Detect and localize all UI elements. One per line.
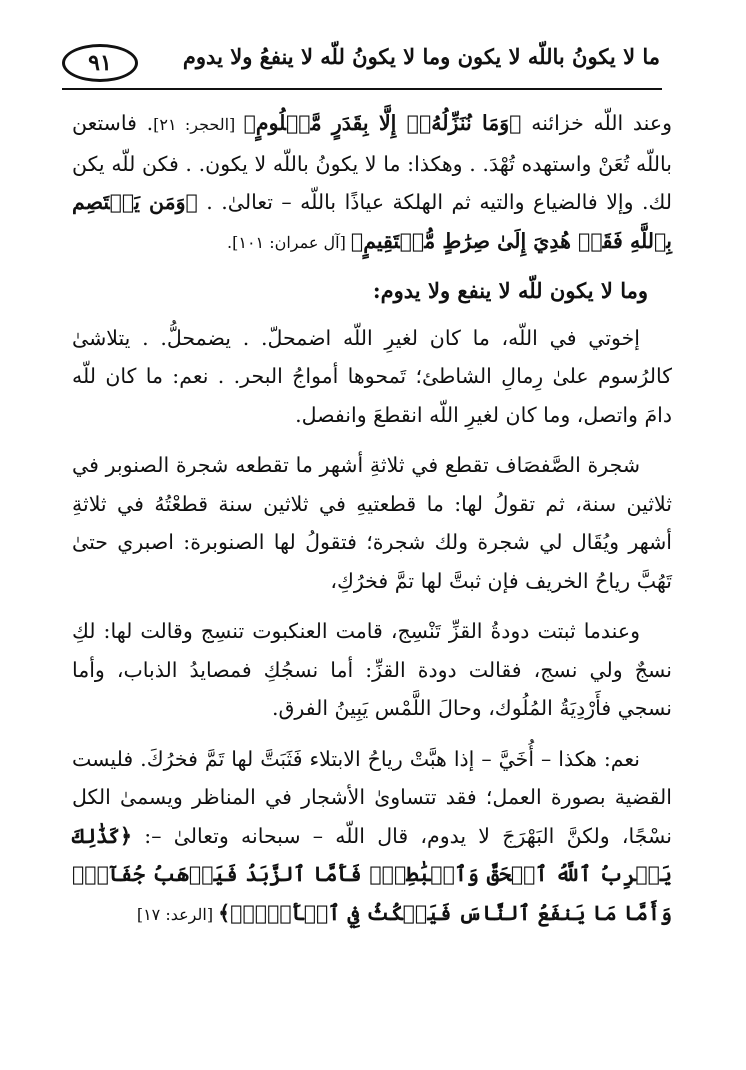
page-number: ٩١ [88, 50, 112, 76]
paragraph-gap [72, 600, 672, 612]
quran-verse-rad: ﴿كَذَٰلِكَ يَضۡرِبُ ٱللَّهُ ٱلۡحَقَّ وَٱلۡبَٰطِلَۚ فَأَمَّا ٱلزَّبَدُ فَيَذۡهَبُ جُفَآءٗۖ وَأَمَّا مَا يَنفَعُ ٱلنَّاسَ فَيَمۡكُثُ فِي ٱلۡأَرۡضِۚ﴾ [72, 823, 672, 925]
paragraph-5-text: نعم: هكذا – أُخَيَّ – إذا هبَّتْ رياحُ الابتلاء فَثَبَتَّ لها تَمَّ فخرُكَ. فليست القضية بصورة العمل؛ فقد تتساوىٰ الأشجار في المناظر ويسمىٰ الكل نسْجًا، ولكنَّ البَهْرَجَ لا يدوم، قال اللّه – سبحانه وتعالىٰ –: [72, 746, 672, 848]
paragraph-1 [72, 104, 672, 262]
page-body [72, 104, 672, 934]
verse-reference-rad: [الرعد: ١٧] [136, 904, 219, 924]
paragraph-2: إخوتي في اللّه، ما كان لغيرِ اللّه اضمحلّ. . يضمحلُّ. . يتلاشىٰ كالرُسوم علىٰ رِمالِ الشاطئ؛ تَمحوها أمواجُ البحر. . نعم: ما كان للّه دامَ واتصل، وما كان لغيرِ اللّه انقطعَ وانفصل. [72, 325, 672, 427]
paragraph-1-text-b: . فاستعن باللّه تُعَنْ واستهده تُهْدَ. . وهكذا: ما لا يكونُ باللّه لا يكون. . فكن للّه يكن لك. وإلا فالضياع والتيه ثم الهلكة عياذًا باللّه – تعالىٰ. . [72, 111, 672, 214]
running-title: ما لا يكونُ باللّه لا يكون وما لا يكونُ للّه لا ينفعُ ولا يدوم [182, 44, 660, 69]
verse-reference-al-imran: [آل عمران: ١٠١]. [227, 232, 351, 252]
quran-verse-al-imran: ﴿وَمَن يَعۡتَصِم بِٱللَّهِ فَقَدۡ هُدِيَ إِلَىٰ صِرَٰطٍ مُّسۡتَقِيمٍ﴾ [72, 190, 672, 253]
paragraph-gap [72, 728, 672, 740]
paragraph-3: شجرة الصَّفصَاف تقطع في ثلاثةِ أشهر ما تقطعه شجرة الصنوبر في ثلاثين سنة، ثم تقولُ لها: ما قطعتيهِ في ثلاثين سنة قطعْتُهُ في ثلاثةِ أشهر ويُقَال لي شجرة ولك شجرة؛ فتقولُ لها الصنوبرة: اصبري حتىٰ تَهُبَّ رياحُ الخريف فإن ثبتَّ لها تمَّ فخرُكِ، [72, 453, 672, 593]
quran-verse-hijr: ﴿وَمَا نُنَزِّلُهُۥٓ إِلَّا بِقَدَرٍ مَّعۡلُومٍ﴾ [243, 111, 522, 135]
page-header [62, 40, 662, 90]
paragraph-4: وعندما ثبتت دودةُ القزِّ تَنْسِج، قامت العنكبوت تنسِج وقالت لها: لكِ نسجٌ ولي نسج، فقالت دودة القزِّ: أما نسجُكِ فمصايدُ الذباب، وأما نسجي فأَرْدِيَةُ المُلُوك، وحالَ اللَّمْس يَبِينُ الفرق. [72, 619, 672, 720]
verse-reference-hijr: [الحجر: ٢١] [153, 115, 244, 134]
paragraph-gap [72, 434, 672, 446]
paragraph-1-text-a: وعند اللّه خزائنه [521, 111, 673, 135]
section-heading: وما لا يكون للّه لا ينفع ولا يدوم: [372, 278, 648, 303]
page-number-badge [62, 44, 138, 82]
paragraph-5 [72, 740, 672, 935]
